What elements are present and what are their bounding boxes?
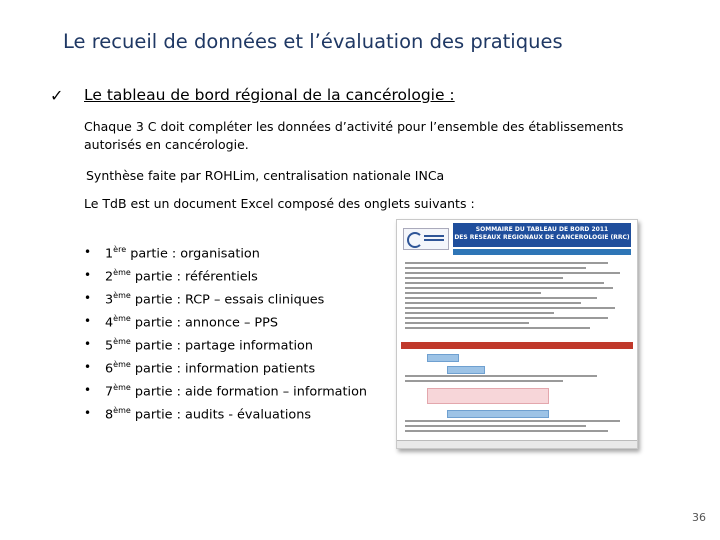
- thumbnail-banner: SOMMAIRE DU TABLEAU DE BORD 2011 DES RESEAUX REGIONAUX DE CANCEROLOGIE (RRC): [453, 223, 631, 247]
- bullet-icon: •: [84, 314, 92, 328]
- thumbnail-text-block: [405, 375, 631, 385]
- bullet-icon: •: [84, 291, 92, 305]
- paragraph-synthesis: Synthèse faite par ROHLim, centralisation nationale INCa: [86, 168, 445, 183]
- list-item: • 6ème partie : information patients: [84, 360, 316, 377]
- paragraph-tdb-intro: Le TdB est un document Excel composé des onglets suivants :: [84, 196, 475, 211]
- network-logo-icon: [403, 228, 449, 250]
- bullet-icon: •: [84, 360, 92, 374]
- bullet-icon: •: [84, 337, 92, 351]
- list-item: • 3ème partie : RCP – essais cliniques: [84, 291, 325, 308]
- list-item: • 4ème partie : annonce – PPS: [84, 314, 278, 331]
- list-item: • 7ème partie : aide formation – information: [84, 383, 368, 400]
- section-heading: Le tableau de bord régional de la cancérologie :: [84, 86, 455, 104]
- list-item: • 8ème partie : audits - évaluations: [84, 406, 312, 423]
- thumbnail-highlight-bar: [401, 342, 633, 349]
- bullet-icon: •: [84, 245, 92, 259]
- page-title: Le recueil de données et l’évaluation des pratiques: [63, 30, 563, 53]
- bullet-icon: •: [84, 406, 92, 420]
- bullet-icon: •: [84, 268, 92, 282]
- list-item: • 1ère partie : organisation: [84, 245, 260, 262]
- list-item: • 2ème partie : référentiels: [84, 268, 258, 285]
- excel-summary-thumbnail: [396, 219, 638, 449]
- thumbnail-text-block: [405, 420, 631, 435]
- checkmark-icon: ✓: [50, 86, 64, 105]
- thumbnail-sheet-tabs: [397, 440, 637, 448]
- page-number: 36: [692, 511, 706, 524]
- sheet-list: [84, 245, 367, 429]
- thumbnail-tag: [447, 366, 485, 374]
- list-item: • 5ème partie : partage information: [84, 337, 313, 354]
- thumbnail-tag: [427, 354, 459, 362]
- bullet-icon: •: [84, 383, 92, 397]
- thumbnail-pink-box: [427, 388, 549, 404]
- paragraph-completion: Chaque 3 C doit compléter les données d’activité pour l’ensemble des établissements autorisés en cancérologie.: [84, 119, 624, 152]
- thumbnail-tag: [447, 410, 549, 418]
- thumbnail-text-block: [405, 262, 631, 332]
- thumbnail-subbar: [453, 249, 631, 255]
